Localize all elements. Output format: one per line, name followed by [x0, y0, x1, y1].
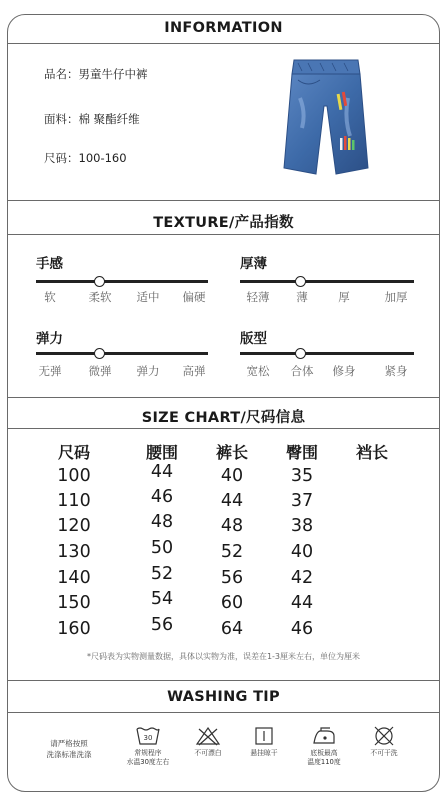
no-dry-clean-caption: 不可干洗 [370, 749, 398, 757]
texture-selected-marker [94, 348, 105, 359]
size-table-cell: 48 [150, 512, 174, 532]
size-table-cell: 44 [290, 593, 314, 613]
texture-option: 软 [44, 290, 56, 304]
size-table-cell: 50 [150, 538, 174, 558]
texture-option: 无弹 [38, 364, 62, 378]
texture-option: 微弹 [88, 364, 112, 378]
texture-option: 弹力 [136, 364, 160, 378]
size-note: *尺码表为实物测量数据，具体以实物为准，误差在1-3厘米左右，单位为厘米 [86, 652, 361, 661]
texture-option: 轻薄 [246, 290, 270, 304]
size-table-cell: 44 [150, 462, 174, 482]
wash-30-temp: 30 [143, 734, 153, 742]
texture-option: 厚 [338, 290, 350, 304]
texture-selected-marker [94, 276, 105, 287]
card-frame [7, 14, 440, 792]
wash-30-icon [135, 726, 161, 746]
texture-scale-line [240, 280, 414, 283]
product-name-value: 男童牛仔中裤 [78, 67, 148, 81]
size-table-cell: 120 [57, 516, 91, 536]
divider [7, 234, 440, 235]
hang-dry-icon [251, 726, 277, 746]
washing-title: WASHING TIP [167, 689, 280, 705]
texture-option: 紧身 [384, 364, 408, 378]
texture-option: 加厚 [384, 290, 408, 304]
iron-low-icon [311, 726, 337, 746]
fabric-line [44, 111, 140, 127]
texture-label: 手感 [36, 256, 63, 272]
divider [7, 712, 440, 713]
texture-option: 合体 [290, 364, 314, 378]
size-chart-title: SIZE CHART/尺码信息 [141, 410, 306, 426]
no-dry-clean-icon [371, 726, 397, 746]
hang-dry-item [234, 726, 294, 758]
size-table-cell: 56 [150, 615, 174, 635]
no-bleach-caption: 不可漂白 [194, 749, 222, 757]
size-column-header: 裆长 [355, 443, 388, 462]
size-table-cell: 100 [57, 466, 91, 486]
texture-title: TEXTURE/产品指数 [153, 215, 294, 231]
size-table-cell: 48 [220, 516, 244, 536]
jeans-product-image [280, 58, 372, 184]
fabric-value: 棉 聚酯纤维 [78, 112, 140, 126]
divider [7, 397, 440, 398]
wash-30-item [118, 726, 178, 767]
no-bleach-icon [195, 726, 221, 746]
size-column-header: 裤长 [215, 443, 248, 462]
washing-intro [34, 738, 104, 760]
texture-option: 宽松 [246, 364, 270, 378]
texture-option: 柔软 [88, 290, 112, 304]
texture-scale-line [36, 352, 208, 355]
texture-option: 适中 [136, 290, 160, 304]
iron-low-caption: 底板最高 温度110度 [307, 749, 341, 766]
size-table-cell: 40 [290, 542, 314, 562]
texture-option: 高弹 [182, 364, 206, 378]
size-table-cell: 160 [57, 619, 91, 639]
size-table-cell: 150 [57, 593, 91, 613]
size-range-label: 尺码： [44, 151, 79, 165]
texture-label: 弹力 [36, 331, 63, 347]
divider [7, 43, 440, 44]
size-table-cell: 110 [57, 491, 91, 511]
no-dry-clean-item [354, 726, 414, 758]
texture-label: 版型 [240, 331, 267, 347]
size-table-cell: 64 [220, 619, 244, 639]
washing-intro-line2: 洗涤标准洗涤 [46, 750, 92, 759]
size-table-cell: 46 [290, 619, 314, 639]
size-table-cell: 46 [150, 487, 174, 507]
size-column-header: 尺码 [57, 443, 90, 462]
size-table-cell: 37 [290, 491, 314, 511]
divider [7, 680, 440, 681]
texture-option: 偏硬 [182, 290, 206, 304]
size-table-cell: 38 [290, 516, 314, 536]
wash-30-caption: 常规程序 水温30度左右 [126, 749, 170, 766]
size-table-cell: 35 [290, 466, 314, 486]
no-bleach-item [178, 726, 238, 758]
iron-low-item [294, 726, 354, 767]
hang-dry-caption: 悬挂晾干 [250, 749, 278, 757]
size-table-cell: 130 [57, 542, 91, 562]
fabric-label: 面料： [44, 112, 79, 126]
divider [7, 200, 440, 201]
texture-scale-line [240, 352, 414, 355]
texture-selected-marker [295, 348, 306, 359]
information-title: INFORMATION [164, 20, 283, 36]
texture-option: 薄 [296, 290, 308, 304]
texture-selected-marker [295, 276, 306, 287]
size-table-cell: 52 [150, 564, 174, 584]
product-name-line [44, 66, 148, 82]
size-column-header: 臀围 [285, 443, 318, 462]
product-name-label: 品名： [44, 67, 79, 81]
size-range-value: 100-160 [78, 151, 127, 165]
texture-label: 厚薄 [240, 256, 267, 272]
size-table-cell: 40 [220, 466, 244, 486]
size-range-line [44, 150, 127, 166]
size-table-cell: 54 [150, 589, 174, 609]
size-table-cell: 140 [57, 568, 91, 588]
texture-scale-line [36, 280, 208, 283]
divider [7, 428, 440, 429]
size-table-cell: 60 [220, 593, 244, 613]
washing-intro-line1: 请严格按照 [50, 739, 88, 748]
size-table-cell: 52 [220, 542, 244, 562]
size-table-cell: 56 [220, 568, 244, 588]
texture-option: 修身 [332, 364, 356, 378]
size-column-header: 腰围 [145, 443, 178, 462]
size-table-cell: 44 [220, 491, 244, 511]
size-table-cell: 42 [290, 568, 314, 588]
